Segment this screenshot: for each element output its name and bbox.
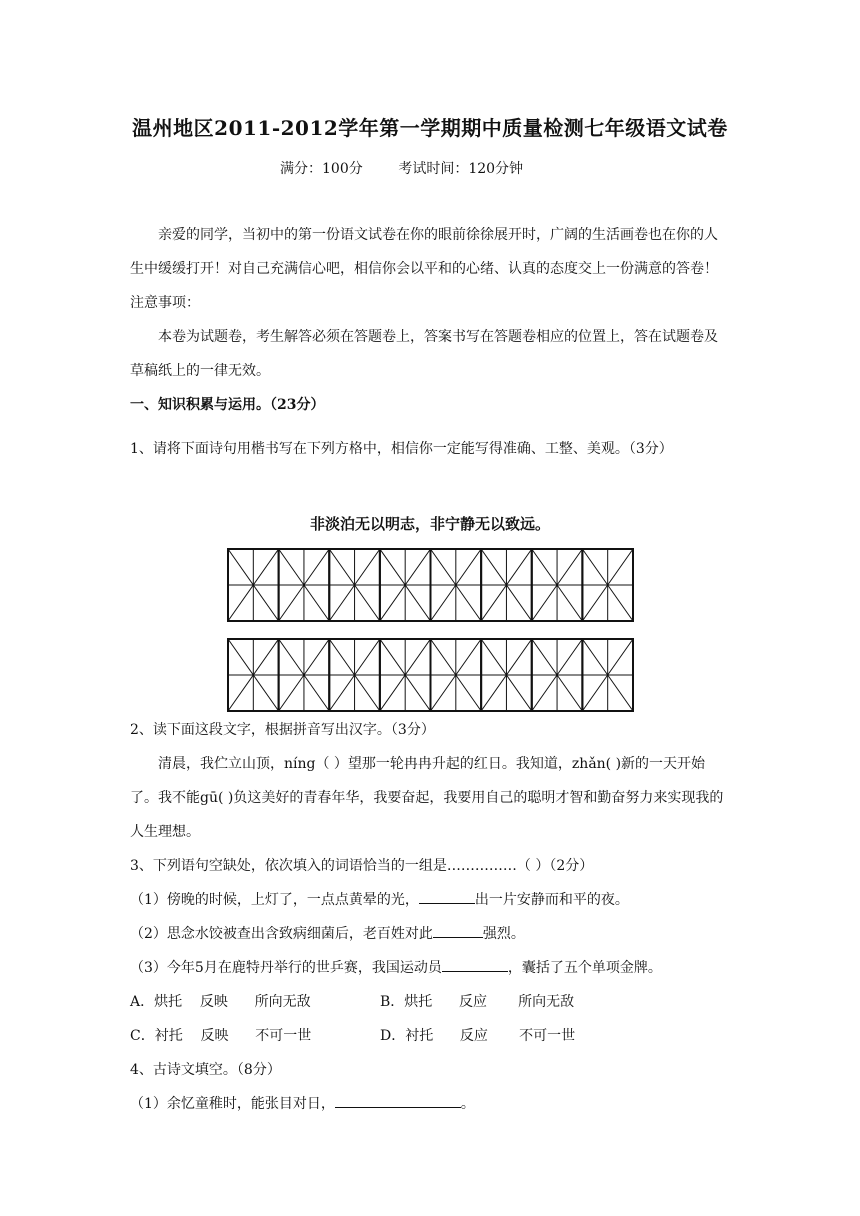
q3-1-blank [419,887,475,904]
q3-option-a: A．烘托 反映 所向无敌 [130,994,311,1010]
question-1: 1、请将下面诗句用楷书写在下列方格中，相信你一定能写得准确、工整、美观。（3分） [130,441,673,457]
q3-option-c: C．衬托 反映 不可一世 [130,1028,312,1044]
question-3-item-1 [130,883,730,917]
q3-3-text-b: ，囊括了五个单项金牌。 [507,960,662,976]
grid-cell [481,549,532,621]
q3-2-text-b: 强烈。 [482,926,525,942]
grid-cell [228,549,279,621]
q3-3-blank [442,955,508,972]
notice-text: 本卷为试题卷，考生解答必须在答题卷上，答案书写在答题卷相应的位置上，答在试题卷及草稿纸上的一律无效。 [130,329,718,379]
question-3-options-cd [130,1019,730,1053]
exam-title: 温州地区2011-2012学年第一学期期中质量检测七年级语文试卷 [132,116,728,140]
grid-cell [532,639,583,711]
grid-cell [380,639,431,711]
notice-label: 注意事项： [130,295,200,311]
grid-cell [582,549,633,621]
question-3-options-ab [130,985,730,1019]
q3-option-d: D．衬托 反应 不可一世 [380,1028,576,1044]
q4-1-text: （1）余忆童稚时，能张目对日， [130,1096,335,1112]
question-3-item-3 [130,951,730,985]
question-3-item-2 [130,917,730,951]
grid-cell [582,639,633,711]
q3-3-text-a: （3）今年5月在鹿特丹举行的世乒赛，我国运动员 [130,960,442,976]
grid-cell [380,549,431,621]
intro-block [130,218,730,466]
grid-cell [329,639,380,711]
q4-1-end: 。 [460,1096,475,1112]
grid-cell [279,639,330,711]
question-3: 3、下列语句空缺处，依次填入的词语恰当的一组是……………（ ）（2分） [130,858,594,874]
grid-cell [431,549,482,621]
q3-2-blank [433,921,483,938]
writing-grid-row-2 [227,638,634,712]
intro-paragraph: 亲爱的同学，当初中的第一份语文试卷在你的眼前徐徐展开时，广阔的生活画卷也在你的人生中缓缓打开！对自己充满信心吧，相信你会以平和的心绪、认真的态度交上一份满意的答卷！ [130,227,718,277]
question-2: 2、读下面这段文字，根据拼音写出汉字。（3分） [130,722,435,738]
q3-2-text-a: （2）思念水饺被查出含致病细菌后，老百姓对此 [130,926,433,942]
question-4-item-1 [130,1087,730,1121]
grid-cell [532,549,583,621]
q1-poem: 非淡泊无以明志，非宁静无以致远。 [309,515,550,533]
question-2-text: 清晨，我伫立山顶，níng（ ）望那一轮冉冉升起的红日。我知道，zhǎn( )新的一天开始了。我不能gū( )负这美好的青春年华，我要奋起，我要用自己的聪明才智和勤奋努力来实现我的人生理想。 [130,756,724,840]
question-4: 4、古诗文填空。（8分） [130,1062,281,1078]
section-heading: 一、知识积累与运用。（23分） [130,397,325,413]
writing-grid-row-1 [227,548,634,622]
q4-1-blank [335,1091,461,1108]
q3-option-b: B．烘托 反应 所向无敌 [380,994,575,1010]
grid-cell [481,639,532,711]
grid-cell [228,639,279,711]
grid-cell [431,639,482,711]
q3-1-text-a: （1）傍晚的时候，上灯了，一点点黄晕的光， [130,892,419,908]
grid-cell [279,549,330,621]
exam-subtitle: 满分：100分 考试时间：120分钟 [280,161,524,177]
q3-1-text-b: 出一片安静而和平的夜。 [474,892,629,908]
grid-cell [329,549,380,621]
questions-block [130,713,730,1121]
